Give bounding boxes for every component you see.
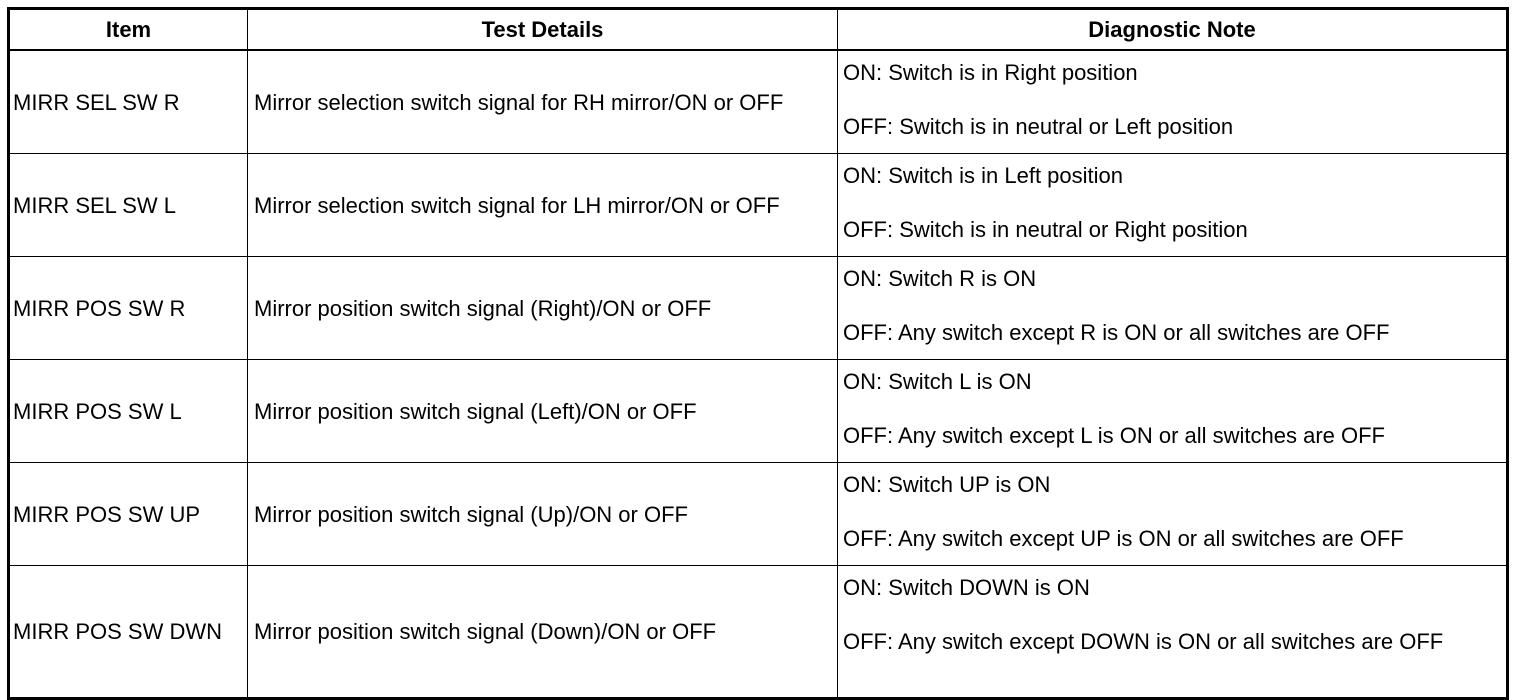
details-cell: Mirror selection switch signal for RH mirror/ON or OFF	[248, 50, 838, 154]
note-off: OFF: Any switch except DOWN is ON or all switches are OFF	[843, 629, 1444, 654]
note-off: OFF: Any switch except L is ON or all switches are OFF	[843, 423, 1385, 448]
note-cell	[838, 154, 1508, 257]
note-off: OFF: Any switch except UP is ON or all switches are OFF	[843, 526, 1404, 551]
note-on: ON: Switch R is ON	[843, 266, 1037, 291]
table-row	[9, 566, 1508, 699]
header-item: Item	[9, 9, 248, 51]
table-row	[9, 257, 1508, 360]
details-cell: Mirror position switch signal (Left)/ON or OFF	[248, 360, 838, 463]
item-cell: MIRR POS SW L	[9, 360, 248, 463]
diagnostic-table	[7, 7, 1509, 700]
note-cell	[838, 360, 1508, 463]
header-row	[9, 9, 1508, 51]
note-cell	[838, 50, 1508, 154]
item-cell: MIRR POS SW UP	[9, 463, 248, 566]
details-cell: Mirror position switch signal (Up)/ON or OFF	[248, 463, 838, 566]
details-cell: Mirror position switch signal (Down)/ON or OFF	[248, 566, 838, 699]
note-on: ON: Switch L is ON	[843, 369, 1032, 394]
note-off: OFF: Any switch except R is ON or all switches are OFF	[843, 320, 1390, 345]
note-on: ON: Switch UP is ON	[843, 472, 1051, 497]
table-row	[9, 50, 1508, 154]
item-cell: MIRR SEL SW R	[9, 50, 248, 154]
note-cell	[838, 463, 1508, 566]
details-cell: Mirror selection switch signal for LH mirror/ON or OFF	[248, 154, 838, 257]
table-row	[9, 154, 1508, 257]
header-diagnostic-note: Diagnostic Note	[838, 9, 1508, 51]
item-cell: MIRR SEL SW L	[9, 154, 248, 257]
note-on: ON: Switch DOWN is ON	[843, 575, 1090, 600]
note-on: ON: Switch is in Left position	[843, 163, 1124, 188]
note-cell	[838, 566, 1508, 699]
header-test-details: Test Details	[248, 9, 838, 51]
item-cell: MIRR POS SW R	[9, 257, 248, 360]
note-on: ON: Switch is in Right position	[843, 60, 1138, 85]
table-row	[9, 360, 1508, 463]
note-off: OFF: Switch is in neutral or Left position	[843, 114, 1234, 139]
details-cell: Mirror position switch signal (Right)/ON or OFF	[248, 257, 838, 360]
table-row	[9, 463, 1508, 566]
item-cell: MIRR POS SW DWN	[9, 566, 248, 699]
note-off: OFF: Switch is in neutral or Right position	[843, 217, 1248, 242]
note-cell	[838, 257, 1508, 360]
